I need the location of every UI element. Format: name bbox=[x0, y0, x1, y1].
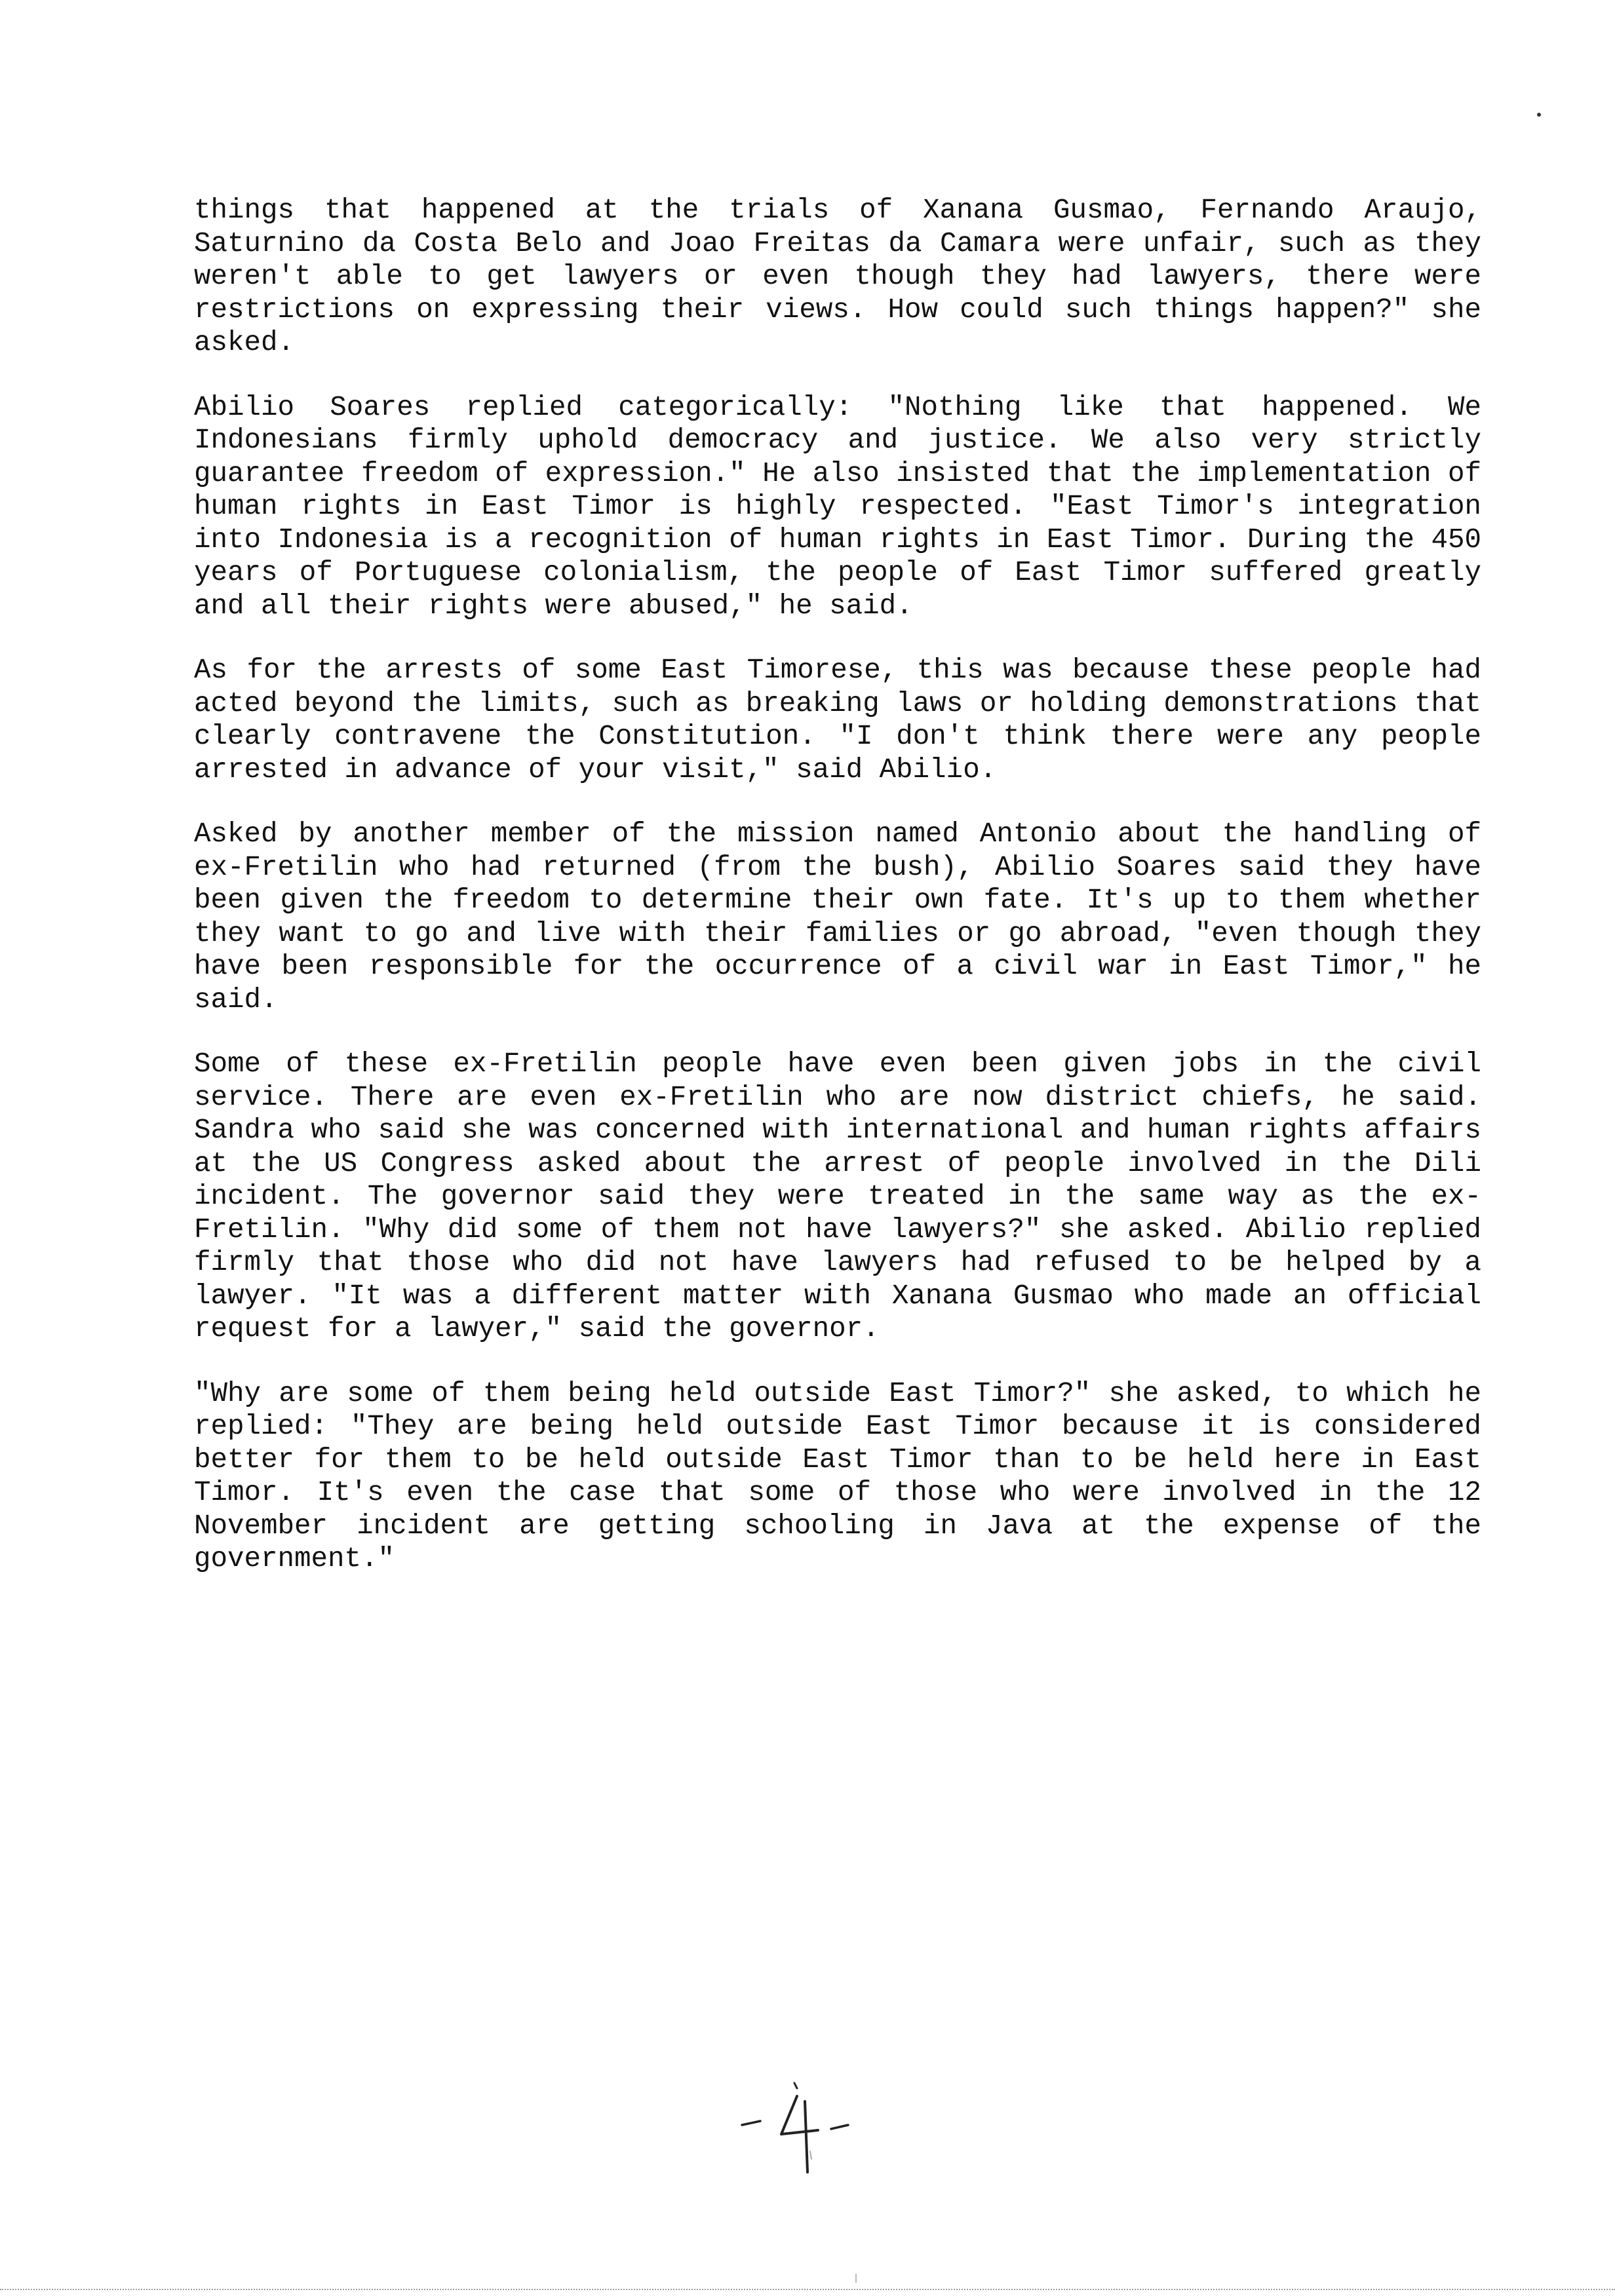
paragraph-abilio-reply: Abilio Soares replied categorically: "Nothing like that happened. We Indonesians firmly uphold democracy and justice. We also very strictly guarantee freedom of expression." He also insisted that the implementation of human rights in East Timor is highly respected. "East Timor's integration into Indonesia is a recognition of human rights in East Timor. During the 450 years of Portuguese colonialism, the people of East Timor suffered greatly and all their rights were abused," he said. bbox=[194, 391, 1481, 622]
paragraph-trials: things that happened at the trials of Xanana Gusmao, Fernando Araujo, Saturnino da Costa Belo and Joao Freitas da Camara were unfair, such as they weren't able to get lawyers or even though they had lawyers, there were restrictions on expressing their views. How could such things happen?" she asked. bbox=[194, 195, 1481, 358]
paragraph-held-outside: "Why are some of them being held outside East Timor?" she asked, to which he replied: "They are being held outside East Timor because it is considered better for them to be held outside East Timor than to be held here in East Timor. It's even the case that some of those who were involved in the 12 November incident are getting schooling in Java at the expense of the government." bbox=[194, 1377, 1481, 1575]
paragraph-civil-service: Some of these ex-Fretilin people have even been given jobs in the civil service. There are even ex-Fretilin who are now district chiefs, he said. Sandra who said she was concerned with international and human rights affairs at the US Congress asked about the arrest of people involved in the Dili incident. The governor said they were treated in the same way as the ex-Fretilin. "Why did some of them not have lawyers?" she asked. Abilio replied firmly that those who did not have lawyers had refused to be helped by a lawyer. "It was a different matter with Xanana Gusmao who made an official request for a lawyer," said the governor. bbox=[194, 1048, 1481, 1345]
paragraph-arrests: As for the arrests of some East Timorese, this was because these people had acted beyond the limits, such as breaking laws or holding demonstrations that clearly contravene the Constitution. "I don't think there were any people arrested in advance of your visit," said Abilio. bbox=[194, 655, 1481, 786]
handwritten-page-number-icon bbox=[734, 2074, 865, 2179]
scan-mark bbox=[855, 2274, 857, 2283]
scan-speck bbox=[1537, 113, 1541, 117]
paragraph-ex-fretilin-handling: Asked by another member of the mission named Antonio about the handling of ex-Fretilin who had returned (from the bush), Abilio Soares said they have been given the freedom to determine their own fate. It's up to them whether they want to go and live with their families or go abroad, "even though they have been responsible for the occurrence of a civil war in East Timor," he said. bbox=[194, 818, 1481, 1016]
page-number bbox=[734, 2074, 865, 2179]
body-text bbox=[194, 194, 1481, 1607]
scan-bottom-edge bbox=[0, 2289, 1615, 2290]
